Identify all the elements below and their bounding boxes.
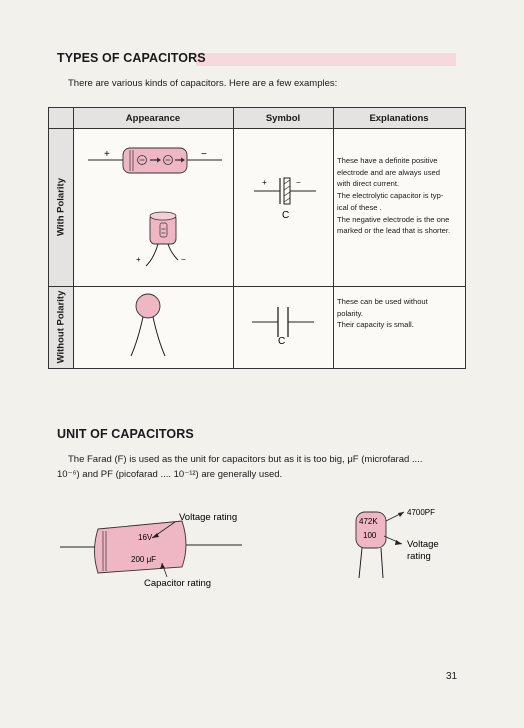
- electrolytic-rating-diagram-icon: [60, 521, 242, 577]
- ceramic-voltage-label-2: rating: [407, 551, 431, 562]
- svg-text:−: −: [296, 178, 301, 187]
- axial-plus-sign: +: [104, 149, 110, 160]
- unit-text-line2: 10⁻⁶) and PF (picofarad .... 10⁻¹²) are generally used.: [57, 469, 283, 480]
- nonpolar-symbol-label: C: [278, 336, 286, 347]
- row-label-with-polarity: With Polarity: [55, 178, 67, 236]
- ceramic-value-label: 4700PF: [407, 508, 436, 517]
- ceramic-voltage-label-1: Voltage: [407, 539, 439, 550]
- polarized-symbol-label: C: [282, 210, 290, 221]
- electrolytic-capacity-marking: 200 μF: [131, 555, 157, 564]
- page-number: 31: [446, 671, 458, 682]
- ceramic-disc-capacitor-icon: [131, 294, 165, 356]
- row-label-without-polarity: Without Polarity: [55, 290, 67, 364]
- svg-text:+: +: [262, 178, 267, 187]
- radial-minus-sign: −: [181, 255, 186, 264]
- explanation-polarity: These have a definite positive electrode and are always used with direct current. The electrolytic capacitor is typ- ical of these . The negative electrode is the one marked or the lead that is shorter.: [337, 156, 451, 236]
- section-title-unit: UNIT OF CAPACITORS: [57, 427, 194, 441]
- capacitor-rating-label: Capacitor rating: [144, 578, 212, 589]
- ceramic-code-marking: 472K: [359, 517, 378, 526]
- section-title-types: TYPES OF CAPACITORS: [57, 51, 206, 65]
- explanation-nonpolar: These can be used without polarity. Their capacity is small.: [337, 297, 428, 330]
- axial-minus-sign: −: [201, 149, 207, 160]
- header-appearance: Appearance: [73, 108, 233, 129]
- intro-text: There are various kinds of capacitors. Here are a few examples:: [68, 78, 338, 89]
- unit-text-line1: The Farad (F) is used as the unit for capacitors but as it is too big, μF (microfarad ....: [68, 454, 423, 465]
- header-symbol: Symbol: [233, 108, 333, 129]
- ceramic-voltage-marking: 100: [363, 531, 377, 540]
- nonpolar-capacitor-symbol-icon: [252, 307, 314, 337]
- voltage-rating-label: Voltage rating: [179, 512, 238, 523]
- header-explanations: Explanations: [333, 108, 465, 129]
- radial-electrolytic-capacitor-icon: [146, 212, 178, 266]
- electrolytic-voltage-marking: 16V: [138, 533, 153, 542]
- polarized-capacitor-symbol-icon: [254, 178, 316, 204]
- radial-plus-sign: +: [136, 255, 141, 264]
